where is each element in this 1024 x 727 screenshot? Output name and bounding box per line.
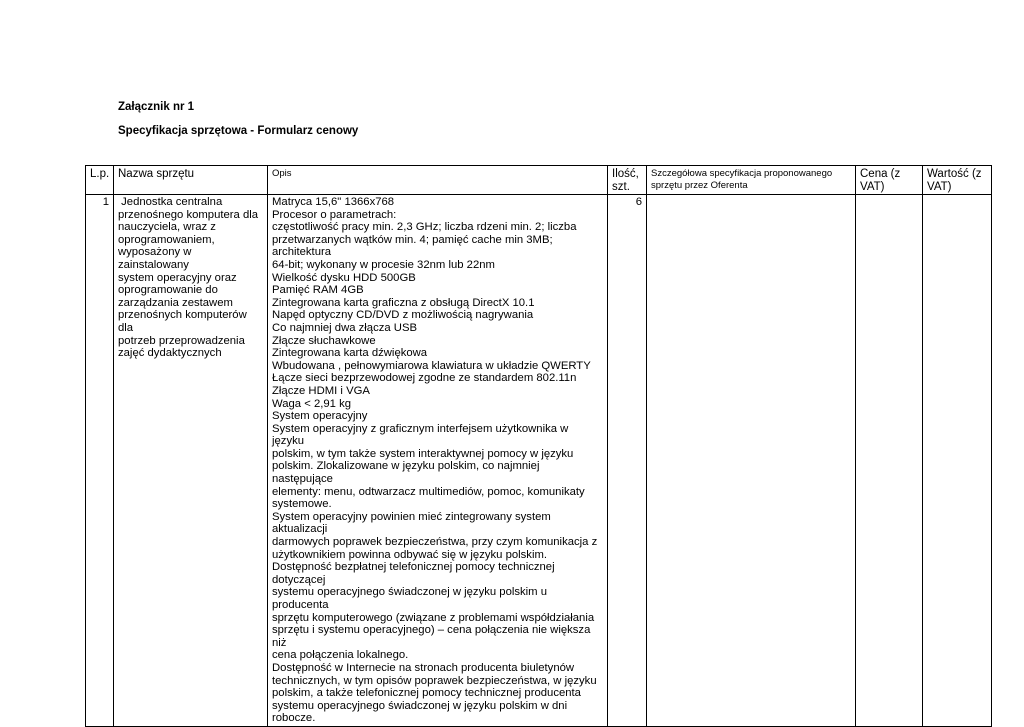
- cell-description: Matryca 15,6" 1366x768 Procesor o parametrach: częstotliwość pracy min. 2,3 GHz; liczba rdzeni min. 2; liczba przetwarzanych wątków min. 4; pamięć cache min 3MB; architektura 64-bit; wykonany w procesie 32nm lub 22nm Wielkość dysku HDD 500GB Pamięć RAM 4GB Zintegrowana karta graficzna z obsługą DirectX 10.1 Napęd optyczny CD/DVD z możliwością nagrywania Co najmniej dwa złącza USB Złącze słuchawkowe Zintegrowana karta dźwiękowa Wbudowana , pełnowymiarowa klawiatura w układzie QWERTY Łącze sieci bezprzewodowej zgodne ze standardem 802.11n Złącze HDMI i VGA Waga < 2,91 kg System operacyjny System operacyjny z graficznym interfejsem użytkownika w języku polskim, w tym także system interaktywnej pomocy w języku polskim. Zlokalizowane w języku polskim, co najmniej następujące elementy: menu, odtwarzacz multimediów, pomoc, komunikaty systemowe. System operacyjny powinien mieć zintegrowany system aktualizacji darmowych poprawek bezpieczeństwa, przy czym komunikacja z użytkownikiem powinna odbywać się w języku polskim. Dostępność bezpłatnej telefonicznej pomocy technicznej dotyczącej systemu operacyjnego świadczonej w języku polskim u producenta sprzętu komputerowego (związane z problemami współdziałania sprzętu i systemu operacyjnego) – cena połączenia nie większa niż cena połączenia lokalnego. Dostępność w Internecie na stronach producenta biuletynów technicznych, w tym opisów poprawek bezpieczeństwa, w języku polskim, a także telefonicznej pomocy technicznej producenta systemu operacyjnego świadczonej w języku polskim w dni robocze.: [268, 195, 608, 727]
- annex-title: Załącznik nr 1: [118, 101, 195, 113]
- header-description: Opis: [268, 166, 608, 195]
- cell-price[interactable]: [856, 195, 923, 727]
- table-header-row: [86, 166, 992, 195]
- cell-value[interactable]: [923, 195, 992, 727]
- header-name: Nazwa sprzętu: [114, 166, 268, 195]
- cell-offer-spec[interactable]: [647, 195, 856, 727]
- form-title: Specyfikacja sprzętowa - Formularz cenowy: [118, 125, 359, 137]
- price-form-table: [85, 165, 992, 727]
- header-value: Wartość (z VAT): [923, 166, 992, 195]
- cell-quantity: 6: [608, 195, 647, 727]
- table-row: [86, 195, 992, 727]
- header-quantity: Ilość, szt.: [608, 166, 647, 195]
- header-lp: L.p.: [86, 166, 114, 195]
- header-offer-spec: Szczegółowa specyfikacja proponowanego sprzętu przez Oferenta: [647, 166, 856, 195]
- cell-name: Jednostka centralna przenośnego komputera dla nauczyciela, wraz z oprogramowaniem, wyposażony w zainstalowany system operacyjny oraz oprogramowanie do zarządzania zestawem przenośnych komputerów dla potrzeb przeprowadzenia zajęć dydaktycznych: [114, 195, 268, 727]
- header-price: Cena (z VAT): [856, 166, 923, 195]
- cell-lp: 1: [86, 195, 114, 727]
